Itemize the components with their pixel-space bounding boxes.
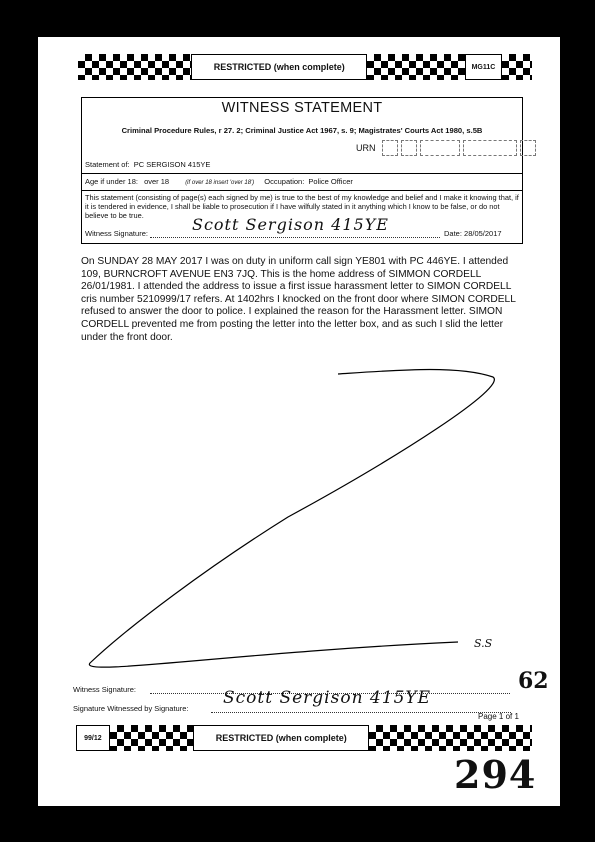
- initials: S.S: [474, 637, 493, 650]
- form-number: 99/12: [76, 725, 110, 751]
- statement-of-value: PC SERGISON 415YE: [133, 160, 211, 169]
- form-code: MG11C: [465, 54, 503, 80]
- handwritten-signature: Scott Sergison 415YE: [192, 215, 389, 234]
- restricted-label: RESTRICTED (when complete): [191, 54, 367, 80]
- restricted-label: RESTRICTED (when complete): [193, 725, 369, 751]
- page-label: Page 1 of 1: [478, 712, 519, 721]
- footer-handwritten-signature: Scott Sergison 415YE: [223, 688, 432, 708]
- rules-line: Criminal Procedure Rules, r 27. 2; Criminal Justice Act 1967, s. 9; Magistrates' Courts Act 1980, s.5B: [121, 126, 483, 135]
- date-label: Date:: [444, 229, 462, 238]
- witnessed-by-label: Signature Witnessed by Signature:: [73, 704, 189, 713]
- footer-witness-signature-label: Witness Signature:: [73, 685, 136, 694]
- urn-label: URN: [356, 143, 376, 153]
- statement-page: [38, 37, 560, 806]
- page-number-large: 294: [454, 752, 537, 797]
- declaration-text: This statement (consisting of page(s) each signed by me) is true to the best of my knowledge and belief and I make it knowing that, if it is tendered in evidence, I shall be liable to prosecution if I have wilfully stated in it anything which I know to be false, or do not believe to be true.: [85, 193, 519, 220]
- checker-pattern: [110, 725, 193, 751]
- occupation-label: Occupation:: [264, 177, 305, 186]
- date-value: 28/05/2017: [464, 229, 502, 238]
- occupation-value: Police Officer: [308, 177, 353, 186]
- witness-signature-label: Witness Signature:: [85, 229, 148, 238]
- page-number-small: 62: [518, 668, 549, 694]
- statement-body: On SUNDAY 28 MAY 2017 I was on duty in uniform call sign YE801 with PC 446YE. I attended 109, BURNCROFT AVENUE EN3 7JQ. This is the home address of SIMMON CORDELL 26/01/1981. I attended the address to issue a first issue harassment letter to SIMON CORDELL cris number 5210999/17 refers. At 1402hrs I knocked on the front door where SIMON CORDELL refused to answer the door to police. I explained the reason for the Harassment letter. SIMON CORDELL prevented me from posting the letter into the letter box, and as such I slid the letter under the front door.: [81, 256, 516, 343]
- bottom-restricted-band: [76, 725, 532, 751]
- age-value: over 18: [144, 177, 170, 186]
- statement-of-label: Statement of:: [85, 160, 130, 169]
- statement-title: WITNESS STATEMENT: [221, 100, 383, 116]
- age-hint: (if over 18 insert 'over 18'): [185, 180, 255, 186]
- age-label: Age if under 18:: [85, 177, 138, 186]
- signature-line: [211, 712, 511, 713]
- checker-pattern: [369, 725, 532, 751]
